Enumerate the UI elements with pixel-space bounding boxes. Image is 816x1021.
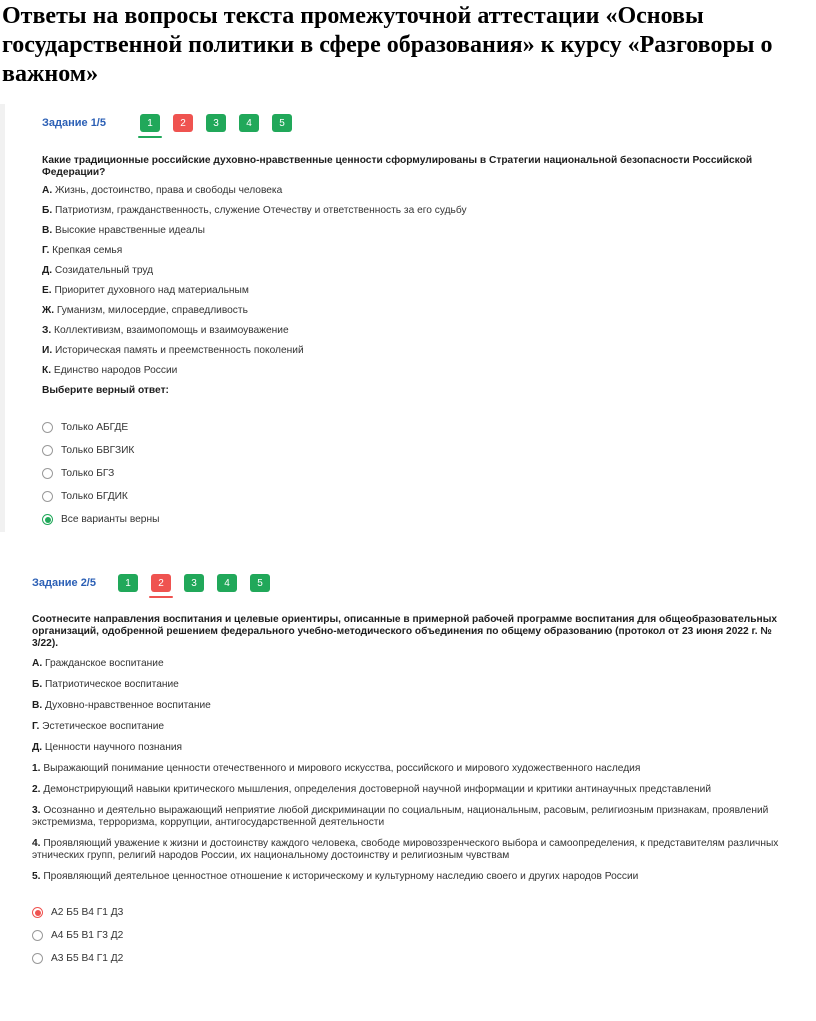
radio-button-icon[interactable] [42, 445, 53, 456]
task1-item [42, 265, 782, 277]
document-title: Ответы на вопросы текста промежуточной аттестации «Основы государственной политики в сфере образования» к курсу «Разговоры о важном» [2, 3, 773, 87]
radio-button-icon[interactable] [42, 468, 53, 479]
task2-item-marker: Б. [32, 679, 43, 690]
task1-item-text: Высокие нравственные идеалы [52, 225, 205, 236]
task2-item-marker: Г. [32, 721, 40, 732]
task1-pill-1[interactable]: 1 [140, 114, 160, 132]
card-left-border [0, 104, 5, 532]
task1-option-label: Только БВГЗИК [61, 445, 135, 456]
task1-item-text: Крепкая семья [49, 245, 123, 256]
task1-item [42, 285, 782, 297]
task2-item [32, 721, 782, 733]
task1-item-text: Гуманизм, милосердие, справедливость [54, 305, 248, 316]
task2-pill-1[interactable]: 1 [118, 574, 138, 592]
task2-item-marker: В. [32, 700, 43, 711]
task2-item [32, 805, 782, 829]
task1-item-text: Патриотизм, гражданственность, служение Отечеству и ответственность за его судьбу [52, 205, 467, 216]
task2-item [32, 658, 782, 670]
task-1-pills [140, 114, 305, 132]
task1-option[interactable] [42, 485, 782, 508]
task1-option-label: Только БГЗ [61, 468, 115, 479]
task-2-pills [118, 574, 283, 592]
task-2-label: Задание 2/5 [32, 577, 96, 589]
task2-item [32, 742, 782, 754]
task1-pill-2[interactable]: 2 [173, 114, 193, 132]
task2-item-text: Духовно-нравственное воспитание [42, 700, 211, 711]
task2-item-marker: Д. [32, 742, 43, 753]
task1-item-marker: Ж. [42, 305, 55, 316]
radio-button-icon[interactable] [42, 422, 53, 433]
task1-item [42, 185, 782, 197]
task2-item-text: Гражданское воспитание [42, 658, 164, 669]
task2-option[interactable] [32, 901, 782, 924]
task-2-header [32, 570, 782, 596]
task-2-options [32, 901, 782, 970]
task-1-question: Какие традиционные российские духовно-нравственные ценности сформулированы в Стратегии национальной безопасности Российской Федерации? [42, 155, 753, 178]
task2-pill-3[interactable]: 3 [184, 574, 204, 592]
task2-item-text: Патриотическое воспитание [42, 679, 179, 690]
task2-item-text: Эстетическое воспитание [39, 721, 165, 732]
task2-item-text: Ценности научного познания [42, 742, 183, 753]
task1-option[interactable] [42, 462, 782, 485]
task-2-question: Соотнесите направления воспитания и целевые ориентиры, описанные в примерной рабочей программе воспитания для общеобразовательных организаций, одобренной решением федерального учебно-методического объединения по общему образованию (протокол от 23 июня 2022 г. № 3/22). [32, 614, 778, 649]
radio-button-icon[interactable] [42, 514, 53, 525]
task2-item-text: Осознанно и деятельно выражающий неприятие любой дискриминации по социальным, национальным, расовым, религиозным признакам, проявлений экстремизма, терроризма, коррупции, антигосударственной деятельности [32, 805, 769, 828]
task2-item-marker: А. [32, 658, 43, 669]
task2-option-label: А2 Б5 В4 Г1 Д3 [51, 907, 124, 918]
task2-item-marker: 5. [32, 871, 41, 882]
task1-item-text: Единство народов России [51, 365, 178, 376]
task2-item [32, 679, 782, 691]
task1-item [42, 245, 782, 257]
task2-pill-2[interactable]: 2 [151, 574, 171, 592]
radio-button-icon[interactable] [32, 953, 43, 964]
task-1-prompt: Выберите верный ответ: [42, 385, 169, 396]
task1-option[interactable] [42, 508, 782, 531]
task1-item [42, 345, 782, 357]
task1-item-marker: Д. [42, 265, 53, 276]
task2-item [32, 871, 782, 883]
task-1-label: Задание 1/5 [42, 117, 106, 129]
task1-item-marker: В. [42, 225, 53, 236]
task1-pill-4[interactable]: 4 [239, 114, 259, 132]
radio-button-icon[interactable] [42, 491, 53, 502]
task1-pill-3[interactable]: 3 [206, 114, 226, 132]
task1-item-text: Жизнь, достоинство, права и свободы человека [52, 185, 283, 196]
task1-item [42, 205, 782, 217]
task-1-header [42, 110, 782, 136]
task1-option[interactable] [42, 416, 782, 439]
task2-item [32, 784, 782, 796]
task1-item [42, 225, 782, 237]
task-1-items [42, 185, 782, 377]
task2-item-text: Демонстрирующий навыки критического мышления, определения достоверной научной информации и критики антинаучных представлений [40, 784, 712, 795]
task1-item [42, 305, 782, 317]
task1-item-text: Приоритет духовного над материальным [51, 285, 249, 296]
task2-option[interactable] [32, 924, 782, 947]
task2-item-text: Проявляющий деятельное ценностное отношение к историческому и культурному наследию своего и других народов России [40, 871, 639, 882]
task2-item-text: Выражающий понимание ценности отечественного и мирового искусства, российского и мирового художественного наследия [40, 763, 641, 774]
task1-item-marker: А. [42, 185, 53, 196]
task-card-2 [0, 570, 816, 970]
task1-item-text: Историческая память и преемственность поколений [52, 345, 304, 356]
task1-option-label: Только АБГДЕ [61, 422, 129, 433]
radio-button-icon[interactable] [32, 907, 43, 918]
task-2-items [32, 658, 782, 883]
task2-item [32, 700, 782, 712]
task1-item-text: Созидательный труд [52, 265, 154, 276]
task1-item [42, 365, 782, 377]
task1-item-marker: Г. [42, 245, 50, 256]
task1-item-marker: К. [42, 365, 52, 376]
radio-button-icon[interactable] [32, 930, 43, 941]
task2-item [32, 838, 782, 862]
task2-pill-4[interactable]: 4 [217, 574, 237, 592]
task1-option[interactable] [42, 439, 782, 462]
task-1-content [42, 104, 782, 531]
task2-option-label: А3 Б5 В4 Г1 Д2 [51, 953, 124, 964]
task1-item-marker: З. [42, 325, 52, 336]
task1-item [42, 325, 782, 337]
task-1-options [42, 416, 782, 531]
task2-item-text: Проявляющий уважение к жизни и достоинству каждого человека, свободе мировоззренческого выбора и самоопределения, к представителям различных этнических групп, религий народов России, их национальному достоинству и религиозным чувствам [32, 838, 779, 861]
task1-pill-5[interactable]: 5 [272, 114, 292, 132]
task2-item-marker: 3. [32, 805, 41, 816]
task2-item-marker: 2. [32, 784, 41, 795]
task2-item-marker: 4. [32, 838, 41, 849]
task-card-1 [0, 104, 816, 531]
task1-item-marker: И. [42, 345, 53, 356]
task1-option-label: Только БГДИК [61, 491, 128, 502]
task1-item-marker: Е. [42, 285, 52, 296]
task2-option-label: А4 Б5 В1 Г3 Д2 [51, 930, 124, 941]
task1-item-text: Коллективизм, взаимопомощь и взаимоуважение [51, 325, 289, 336]
task2-item-marker: 1. [32, 763, 41, 774]
task-2-content [32, 570, 782, 970]
task1-option-label: Все варианты верны [61, 514, 160, 525]
task2-item [32, 763, 782, 775]
task1-item-marker: Б. [42, 205, 53, 216]
task2-pill-5[interactable]: 5 [250, 574, 270, 592]
task2-option[interactable] [32, 947, 782, 970]
